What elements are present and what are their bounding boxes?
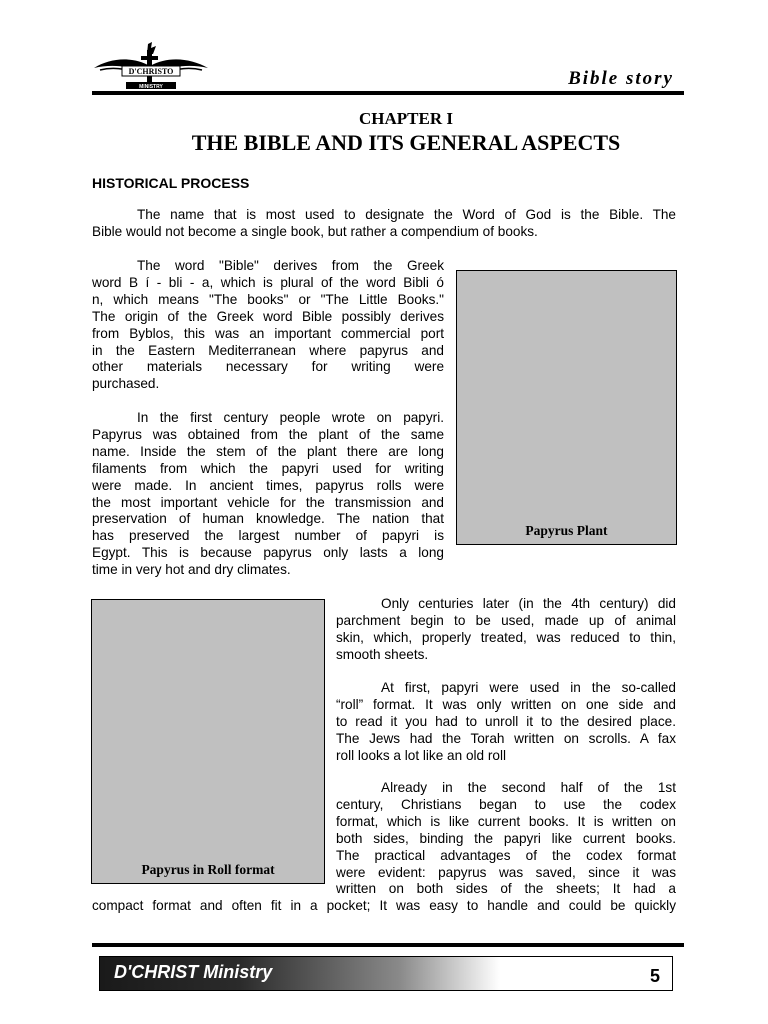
papyrus-roll-figure: [91, 599, 325, 884]
text-line: purchased.: [92, 376, 160, 392]
text-line: in the Eastern Mediterranean where papyrus and: [92, 342, 444, 358]
papyrus-plant-figure: [456, 270, 677, 545]
header-rule: [92, 91, 684, 95]
running-header-title: Bible story: [568, 68, 674, 89]
paragraph-5: [336, 680, 676, 765]
text-line: format, which is like current books. It is written on: [336, 813, 676, 829]
ministry-logo: [92, 42, 210, 92]
text-line: filaments from which the papyri used for writing: [92, 460, 444, 476]
text-line: parchment begin to be used, made up of animal: [336, 612, 676, 628]
text-line: word B í - bli - a, which is plural of the word Bibli ó: [92, 274, 444, 290]
footer-ministry-name: D'CHRIST Ministry: [114, 962, 273, 982]
paragraph-2: [92, 258, 444, 393]
text-line: Bible would not become a single book, but rather a compendium of books.: [92, 223, 538, 239]
text-line: time in very hot and dry climates.: [92, 562, 291, 578]
section-heading: HISTORICAL PROCESS: [92, 175, 250, 191]
figure-caption: Papyrus in Roll format: [141, 862, 275, 877]
paragraph-4: [336, 596, 676, 664]
text-line: Egypt. This is because papyrus only lasts a long: [92, 545, 444, 561]
text-line: n, which means "The books" or "The Little Books.": [92, 291, 444, 307]
text-line: compact format and often fit in a pocket; It was easy to handle and could be quickly: [92, 898, 676, 913]
text-line: the most important vehicle for the transmission and: [92, 494, 444, 510]
page-number: 5: [649, 966, 660, 986]
footer-gradient-band: [100, 957, 500, 990]
text-line: name. Inside the stem of the plant there are long: [92, 443, 444, 459]
text-line: The Jews had the Torah written on scrolls. A fax: [336, 730, 676, 746]
text-line: century, Christians began to use the codex: [336, 796, 676, 812]
text-line: both sides, binding the papyri like current books.: [336, 830, 676, 846]
text-line: The name that is most used to designate the Word of God is the Bible. The: [137, 207, 676, 222]
text-line: Only centuries later (in the 4th century) did: [381, 596, 676, 611]
text-line: The practical advantages of the codex format: [336, 847, 676, 863]
text-line: The origin of the Greek word Bible possibly derives: [92, 308, 444, 324]
text-line: “roll” format. It was only written on one side and: [336, 696, 676, 712]
text-line: skin, which, properly treated, was reduced to thin,: [336, 629, 676, 645]
text-line: preservation of human knowledge. The nation that: [92, 511, 444, 527]
text-line: Already in the second half of the 1st: [381, 780, 676, 795]
text-line: smooth sheets.: [336, 646, 429, 662]
text-line: The word "Bible" derives from the Greek: [137, 258, 444, 273]
paragraph-6-continued: [92, 898, 676, 915]
text-line: has preserved the largest number of papyri is: [92, 528, 444, 544]
paragraph-6: [336, 780, 676, 898]
chapter-title: THE BIBLE AND ITS GENERAL ASPECTS: [191, 130, 621, 155]
footer-rule: [92, 943, 684, 947]
text-line: In the first century people wrote on papyri.: [137, 410, 444, 425]
paragraph-1: [92, 207, 676, 241]
figure-caption: Papyrus Plant: [525, 523, 608, 538]
svg-text:MINISTRY: MINISTRY: [139, 84, 163, 90]
chapter-label: CHAPTER I: [359, 109, 453, 128]
text-line: written on both sides of the sheets; It had a: [336, 881, 676, 897]
paragraph-3: [92, 410, 444, 579]
text-line: to read it you had to unroll it to the desired place.: [336, 713, 676, 729]
text-line: were evident: papyrus was saved, since it was: [336, 864, 676, 880]
footer-bar: [99, 956, 673, 991]
text-line: from Byblos, this was an important commercial port: [92, 325, 444, 341]
text-line: other materials necessary for writing were: [92, 359, 444, 375]
text-line: Papyrus was obtained from the plant of the same: [92, 426, 444, 442]
text-line: were made. In ancient times, papyrus rolls were: [92, 477, 444, 493]
svg-text:D'CHRISTO: D'CHRISTO: [128, 67, 174, 76]
text-line: roll looks a lot like an old roll: [336, 747, 507, 763]
text-line: At first, papyri were used in the so-called: [381, 680, 676, 695]
